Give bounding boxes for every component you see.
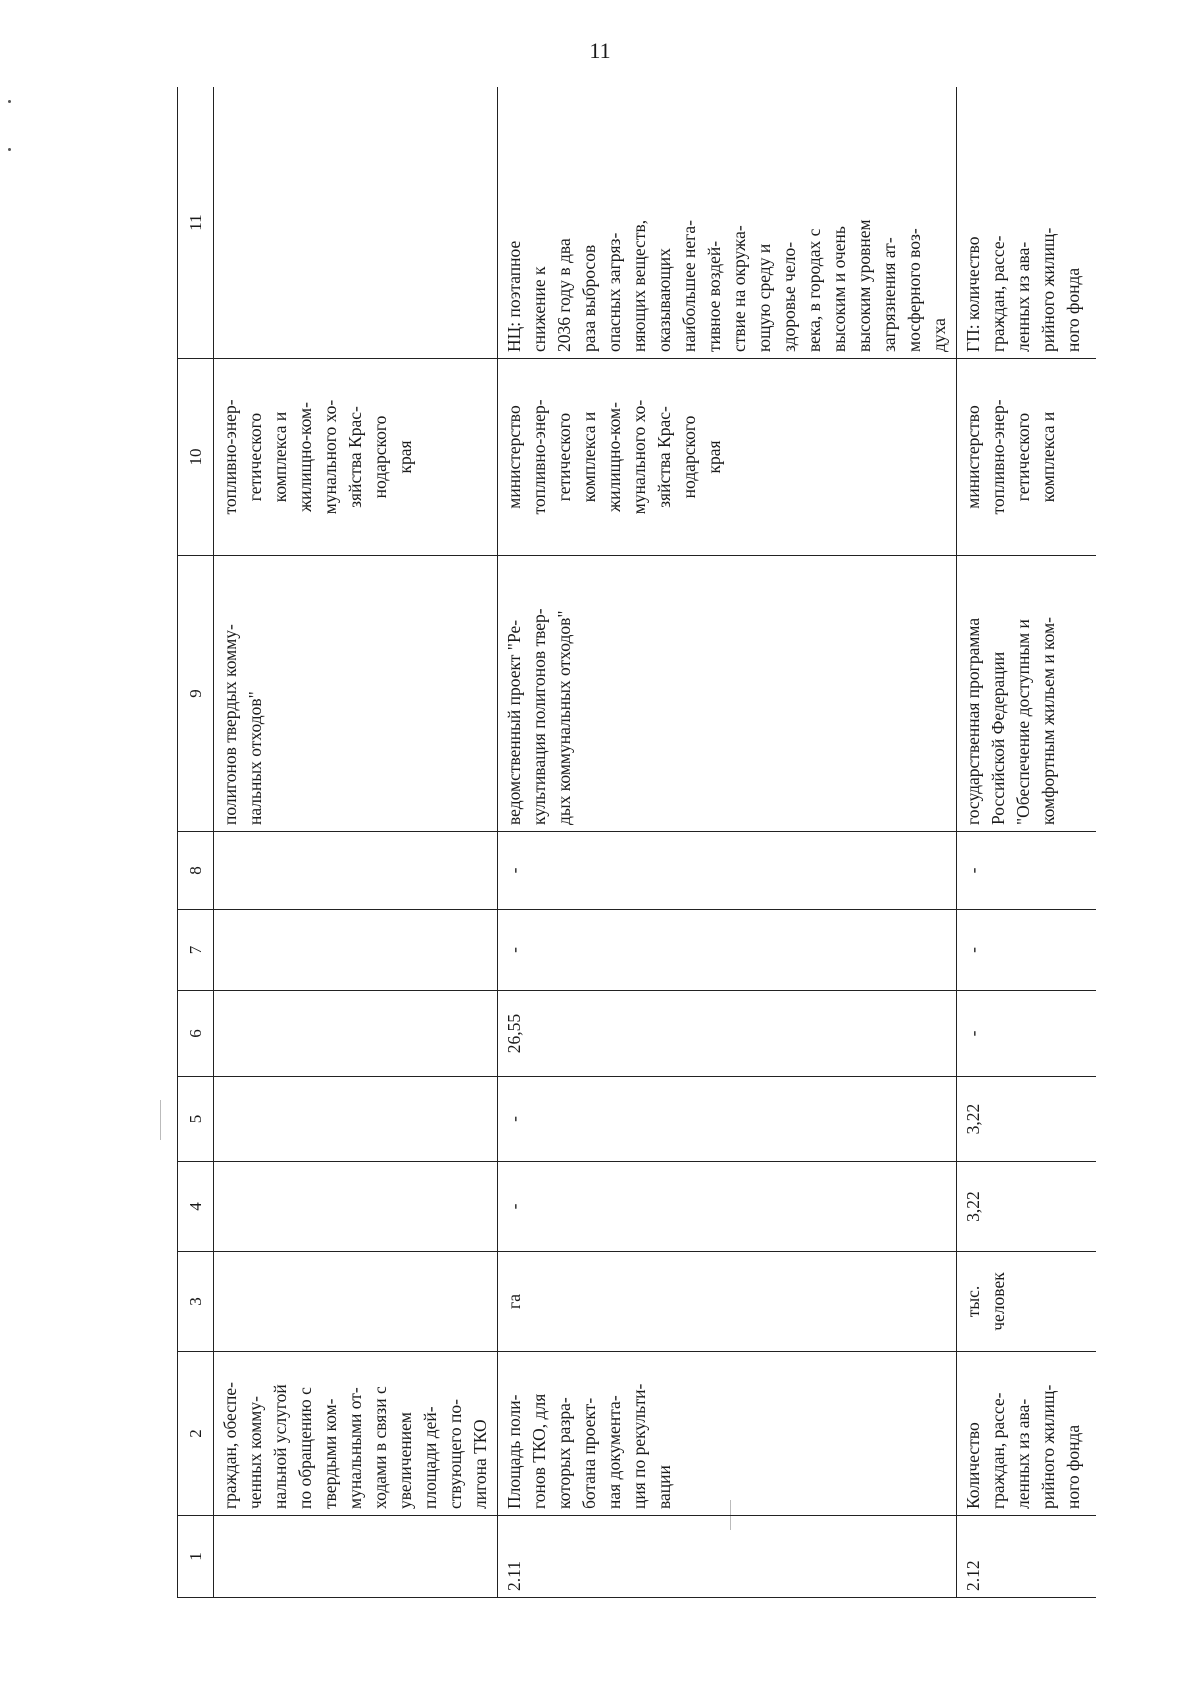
value-cell: - — [957, 910, 1097, 991]
indicator-name-cell: Площадь поли- гонов ТКО, для которых разра- ботана проект- ная документа- ция по рекульти- вации — [498, 1352, 957, 1516]
column-number: 2 — [178, 1352, 214, 1516]
row-number-cell: 2.11 — [498, 1516, 957, 1598]
value-cell: - — [957, 991, 1097, 1077]
rotated-table-frame — [177, 87, 1096, 1598]
column-number: 4 — [178, 1162, 214, 1252]
unit-cell: тыс. человек — [957, 1252, 1097, 1352]
column-number: 1 — [178, 1516, 214, 1598]
goal-cell: НЦ: поэтапное снижение к 2036 году в два раза выбросов опасных загряз- няющих веществ, оказывающих наибольшее нега- тивное воздей- ствие на окружа- ющую среду и здоровье чело- века, в городах с высоким и очень высоким уровнем загрязнения ат- мосферного воз- духа — [498, 87, 957, 359]
value-cell: 3,22 — [957, 1077, 1097, 1162]
value-cell: - — [498, 1162, 957, 1252]
indicator-name-cell: граждан, обеспе- ченных комму- нальной услугой по обращению с твердыми ком- мунальными от- ходами в связи с увеличением площади дей- ствующего по- лигона ТКО — [214, 1352, 498, 1516]
value-cell — [214, 832, 498, 910]
table-row — [957, 87, 1097, 1598]
column-number: 6 — [178, 991, 214, 1077]
program-cell: ведомственный проект "Ре- культивация полигонов твер- дых коммунальных отходов" — [498, 556, 957, 832]
indicators-table — [177, 87, 1096, 1598]
column-number: 10 — [178, 359, 214, 556]
row-number-cell — [214, 1516, 498, 1598]
column-number: 5 — [178, 1077, 214, 1162]
column-number: 7 — [178, 910, 214, 991]
rotated-table-container — [177, 87, 1096, 1598]
unit-cell — [214, 1252, 498, 1352]
column-number: 9 — [178, 556, 214, 832]
row-number-cell: 2.12 — [957, 1516, 1097, 1598]
value-cell: - — [498, 910, 957, 991]
column-number: 3 — [178, 1252, 214, 1352]
scan-artifact-line — [160, 1100, 161, 1140]
table-row — [498, 87, 957, 1598]
goal-cell: ГП: количество граждан, рассе- ленных из ава- рийного жилищ- ного фонда — [957, 87, 1097, 359]
column-number-row — [178, 87, 214, 1598]
responsible-cell: министерство топливно-энер- гетического комплекса и жилищно-ком- мунального хо- зяйства Крас- нодарского края — [498, 359, 957, 556]
value-cell — [214, 991, 498, 1077]
responsible-cell: топливно-энер- гетического комплекса и жилищно-ком- мунального хо- зяйства Крас- нодарского края — [214, 359, 498, 556]
column-number: 8 — [178, 832, 214, 910]
value-cell: - — [957, 832, 1097, 910]
program-cell: государственная программа Российской Федерации "Обеспечение доступным и комфортным жильем и ком- — [957, 556, 1097, 832]
indicator-name-cell: Количество граждан, рассе- ленных из ава- рийного жилищ- ного фонда — [957, 1352, 1097, 1516]
value-cell: 26,55 — [498, 991, 957, 1077]
column-number: 11 — [178, 87, 214, 359]
scan-artifact-dot — [8, 100, 11, 103]
program-cell: полигонов твердых комму- нальных отходов" — [214, 556, 498, 832]
value-cell: - — [498, 1077, 957, 1162]
value-cell — [214, 910, 498, 991]
value-cell: - — [498, 832, 957, 910]
value-cell: 3,22 — [957, 1162, 1097, 1252]
page-number: 11 — [589, 38, 611, 63]
scan-artifact-dot — [8, 148, 11, 151]
responsible-cell: министерство топливно-энер- гетического комплекса и — [957, 359, 1097, 556]
goal-cell — [214, 87, 498, 359]
unit-cell: га — [498, 1252, 957, 1352]
value-cell — [214, 1162, 498, 1252]
value-cell — [214, 1077, 498, 1162]
table-row — [214, 87, 498, 1598]
